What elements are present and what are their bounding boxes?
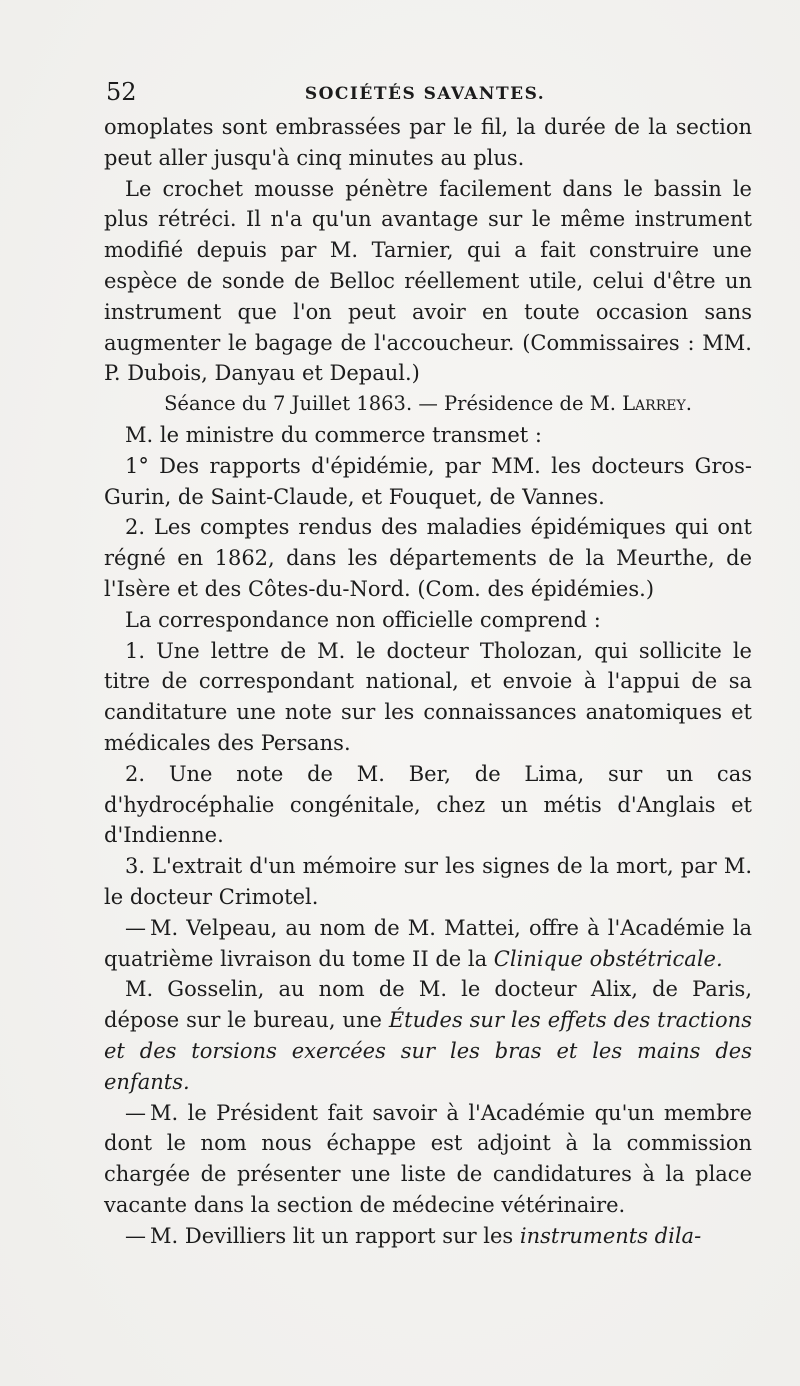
em-dash: — xyxy=(125,915,146,940)
paragraph-ministre: M. le ministre du commerce transmet : xyxy=(125,422,542,447)
list-item-tholozan: 1. Une lettre de M. le docteur Tholozan, qui sollicite le titre de correspondant national, et envoie à l'appui de sa canditature une note sur les connaissances anatomiques et médicales des Persans. xyxy=(104,638,752,755)
paragraph-correspondance: La correspondance non officielle comprend : xyxy=(125,607,601,632)
paragraph-crochet: Le crochet mousse pénètre facilement dans le bassin le plus rétréci. Il n'a qu'un avantage sur le même instrument modifié depuis par M. Tarnier, qui a fait construire une espèce de sonde de Belloc réellement utile, celui d'être un instrument que l'on peut avoir en toute occasion sans augmenter le bagage de l'accoucheur. (Commissaires : MM. P. Dubois, Danyau et Depaul.) xyxy=(104,176,752,386)
seance-president: Larrey. xyxy=(622,392,692,416)
list-item-rapports: 1° Des rapports d'épidémie, par MM. les docteurs Gros-Gurin, de Saint-Claude, et Fouquet, de Vannes. xyxy=(104,453,752,509)
list-item-ber: 2. Une note de M. Ber, de Lima, sur un cas d'hydrocéphalie congénitale, chez un métis d'Anglais et d'Indienne. xyxy=(104,761,752,848)
gosselin-title: Études sur les effets des tractions et des torsions exercées sur les bras et les mains des enfants. xyxy=(104,1008,752,1094)
velpeau-title: Clinique obstétricale. xyxy=(493,946,723,971)
list-item-comptes-rendus: 2. Les comptes rendus des maladies épidémiques qui ont régné en 1862, dans les départements de la Meurthe, de l'Isère et des Côtes-du-Nord. (Com. des épidémies.) xyxy=(104,515,752,601)
paragraph-president xyxy=(104,1098,752,1221)
running-head: SOCIÉTÉS SAVANTES. xyxy=(304,84,546,104)
em-dash: — xyxy=(125,1100,146,1125)
paragraph-omoplates: omoplates sont embrassées par le fil, la durée de la section peut aller jusqu'à cinq minutes au plus. xyxy=(104,115,752,170)
paragraph-velpeau xyxy=(104,913,752,975)
velpeau-text: M. Velpeau, au nom de M. Mattei, offre à l'Académie la quatrième livraison du tome II de la xyxy=(104,915,752,971)
gosselin-text: M. Gosselin, au nom de M. le docteur Alix, de Paris, dépose sur le bureau, une xyxy=(104,977,752,1033)
seance-heading xyxy=(104,389,752,420)
paragraph-devilliers xyxy=(104,1221,752,1252)
page-number: 52 xyxy=(106,78,137,106)
president-text: M. le Président fait savoir à l'Académie qu'un membre dont le nom nous échappe est adjoint à la commission chargée de présenter une liste de candidatures à la place vacante dans la section de médecine vétérinaire. xyxy=(104,1100,752,1217)
devilliers-text: M. Devilliers lit un rapport sur les xyxy=(150,1223,514,1248)
page-body xyxy=(104,112,752,1251)
devilliers-title: instruments dila- xyxy=(519,1223,702,1248)
list-item-crimotel: 3. L'extrait d'un mémoire sur les signes de la mort, par M. le docteur Crimotel. xyxy=(104,854,752,909)
page-header xyxy=(106,78,744,108)
paragraph-gosselin xyxy=(104,974,752,1097)
em-dash: — xyxy=(125,1223,146,1248)
seance-text: Séance du 7 Juillet 1863. — Présidence de M. xyxy=(164,392,616,416)
